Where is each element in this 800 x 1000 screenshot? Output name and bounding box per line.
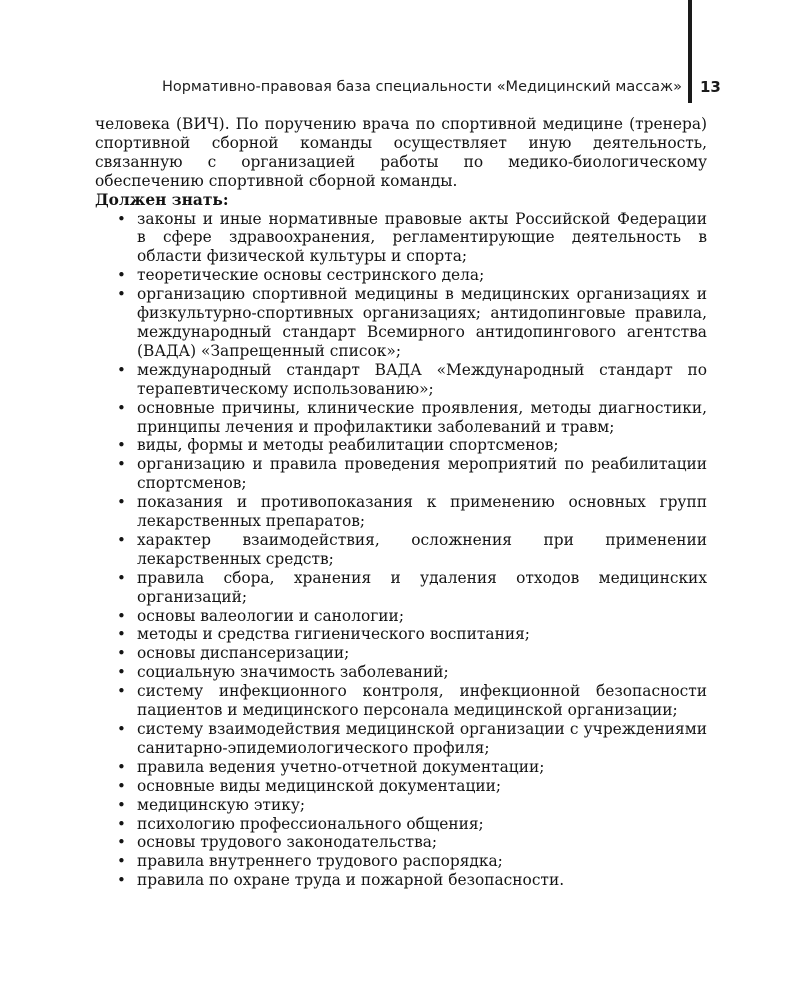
bullet-icon: •	[117, 436, 126, 455]
bullet-icon: •	[117, 285, 126, 304]
bullet-icon: •	[117, 530, 126, 549]
list-item	[95, 682, 707, 720]
list-item	[95, 399, 707, 437]
list-item	[95, 607, 707, 626]
list-item-text: виды, формы и методы реабилитации спортсменов;	[137, 436, 559, 455]
list-item-text: систему инфекционного контроля, инфекционной безопасности пациентов и медицинского персонала медицинской организации;	[137, 682, 707, 720]
list-item	[95, 777, 707, 796]
list-item	[95, 644, 707, 663]
bullet-icon: •	[117, 360, 126, 379]
list-item	[95, 436, 707, 455]
bullet-icon: •	[117, 209, 126, 228]
list-item	[95, 361, 707, 399]
bullet-icon: •	[117, 720, 126, 738]
bullet-icon: •	[117, 757, 126, 776]
running-title: Нормативно-правовая база специальности «Медицинский массаж»	[161, 79, 682, 95]
list-item	[95, 833, 707, 852]
list-item-text: основы трудового законодательства;	[137, 833, 438, 852]
list-item	[95, 493, 707, 531]
list-item-text: социальную значимость заболеваний;	[137, 663, 449, 682]
list-item	[95, 210, 707, 267]
bullet-icon: •	[117, 568, 126, 587]
list-item-text: показания и противопоказания к применению основных групп лекарственных препаратов;	[137, 493, 707, 531]
header-vertical-rule	[688, 0, 692, 103]
list-item	[95, 796, 707, 815]
bullet-icon: •	[117, 606, 126, 625]
list-item-text: психологию профессионального общения;	[137, 814, 484, 833]
section-heading-colon: :	[222, 190, 229, 209]
bullet-icon: •	[117, 644, 126, 663]
bullet-icon: •	[117, 852, 126, 871]
page-number: 13	[700, 78, 721, 96]
list-item	[95, 625, 707, 644]
list-item-text: основные виды медицинской документации;	[137, 776, 502, 795]
bullet-icon: •	[117, 833, 126, 852]
intro-paragraph: человека (ВИЧ). По поручению врача по спортивной медицине (тренера) спортивной сборной команды осуществляет иную деятельность, связанную с организацией работы по медико-биологическому обеспечению спортивной сборной команды.	[95, 115, 707, 190]
section-heading	[95, 191, 707, 210]
list-item	[95, 285, 707, 361]
list-item-text: законы и иные нормативные правовые акты Российской Федерации в сфере здравоохранения, регламентирующие деятельность в области физической культуры и спорта;	[137, 209, 707, 266]
list-item	[95, 455, 707, 493]
bullet-icon: •	[117, 814, 126, 833]
bullet-icon: •	[117, 625, 126, 644]
list-item-text: организацию и правила проведения мероприятий по реабилитации спортсменов;	[137, 455, 707, 493]
knowledge-bullet-list	[95, 210, 707, 891]
list-item-text: основные причины, клинические проявления, методы диагностики, принципы лечения и профилактики заболеваний и травм;	[137, 398, 707, 436]
list-item-text: основы диспансеризации;	[137, 644, 350, 663]
bullet-icon: •	[117, 398, 126, 417]
list-item	[95, 266, 707, 285]
list-item-text: характер взаимодействия, осложнения при применении лекарственных средств;	[137, 530, 707, 568]
list-item	[95, 531, 707, 569]
list-item-text: правила ведения учетно-отчетной документации;	[137, 757, 545, 776]
bullet-icon: •	[117, 682, 126, 701]
page-body	[95, 115, 707, 890]
list-item-text: медицинскую этику;	[137, 795, 306, 814]
bullet-icon: •	[117, 455, 126, 474]
list-item	[95, 815, 707, 834]
list-item	[95, 758, 707, 777]
list-item	[95, 663, 707, 682]
section-heading-text: Должен знать	[95, 190, 223, 209]
bullet-icon: •	[117, 776, 126, 795]
list-item	[95, 569, 707, 607]
list-item-text: правила сбора, хранения и удаления отходов медицинских организаций;	[137, 568, 707, 606]
page-header	[0, 0, 800, 110]
list-item-text: теоретические основы сестринского дела;	[137, 266, 485, 285]
bullet-icon: •	[117, 493, 126, 512]
list-item-text: организацию спортивной медицины в медицинских организациях и физкультурно-спортивных организациях; антидопинговые правила, международный стандарт Всемирного антидопингового агентства (ВАДА) «Запрещенный список»;	[137, 285, 707, 360]
list-item-text: правила по охране труда и пожарной безопасности.	[137, 871, 565, 890]
bullet-icon: •	[117, 266, 126, 285]
bullet-icon: •	[117, 663, 126, 682]
bullet-icon: •	[117, 795, 126, 814]
list-item-text: основы валеологии и санологии;	[137, 606, 404, 625]
list-item-text: международный стандарт ВАДА «Международный стандарт по терапевтическому использованию»;	[137, 360, 707, 398]
list-item-text: систему взаимодействия медицинской организации с учреждениями санитарно-эпидемиологического профиля;	[137, 720, 707, 757]
list-item	[95, 871, 707, 890]
list-item-text: методы и средства гигиенического воспитания;	[137, 625, 530, 644]
list-item	[95, 720, 707, 758]
bullet-icon: •	[117, 871, 126, 890]
list-item	[95, 852, 707, 871]
list-item-text: правила внутреннего трудового распорядка;	[137, 852, 503, 871]
